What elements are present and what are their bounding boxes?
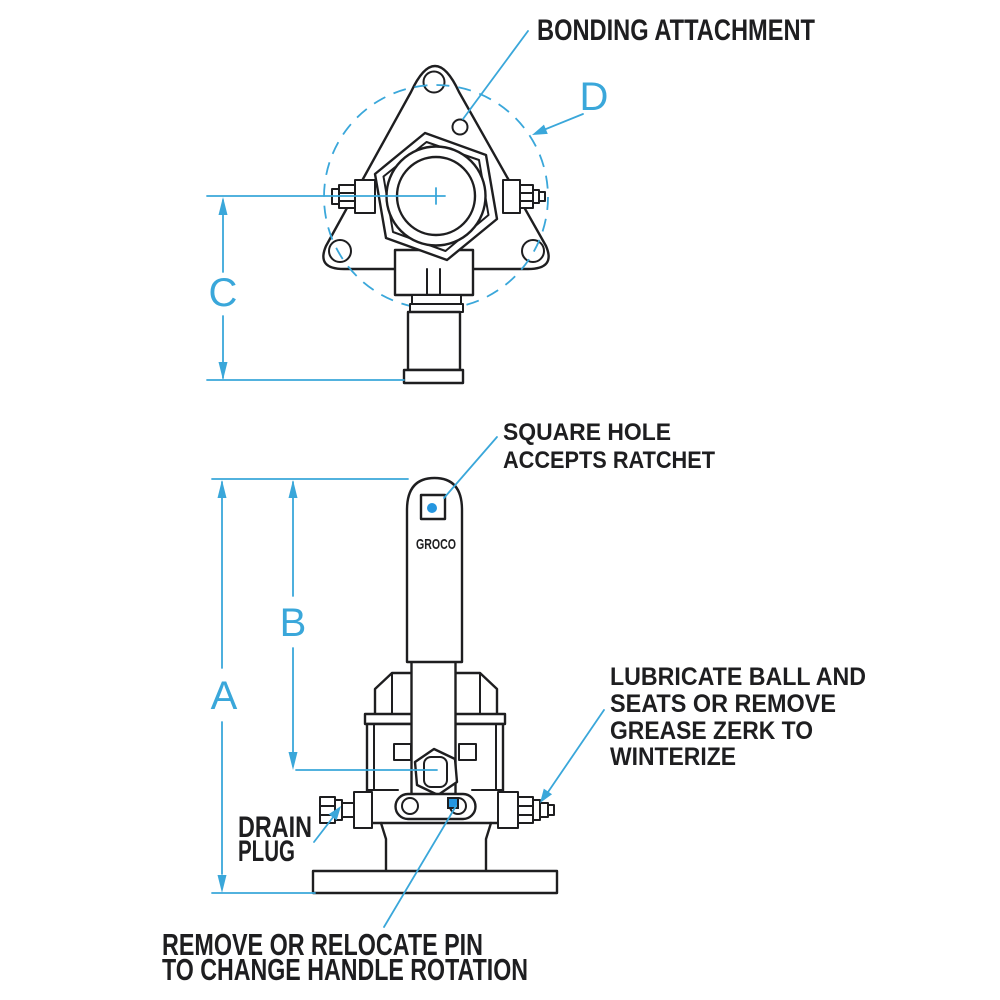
drain-label-line2: PLUG — [238, 835, 295, 868]
lubricate-label-line2: SEATS OR REMOVE — [610, 690, 836, 718]
drain-label-line1: DRAIN — [238, 811, 312, 844]
dim-d-label: D — [579, 75, 609, 119]
dim-c-arrow-down — [219, 362, 228, 380]
bolt-hole-top — [424, 72, 445, 93]
dim-c-label: C — [208, 271, 238, 315]
lubricate-label-line3: GREASE ZERK TO — [610, 717, 813, 745]
bonding-attachment-screw — [453, 120, 468, 135]
side-view-drawing — [313, 478, 557, 893]
bolt-hole-right — [522, 240, 544, 262]
pin-label-line1: REMOVE OR RELOCATE PIN — [162, 927, 483, 962]
pivot-opening — [424, 757, 447, 787]
pin-hole-left — [402, 798, 418, 814]
dim-c-arrow-up — [219, 197, 228, 215]
dim-b-arrow-up — [289, 480, 298, 498]
bonding-label: BONDING ATTACHMENT — [537, 14, 815, 47]
dim-b-label: B — [279, 601, 307, 645]
handle-grip — [407, 478, 462, 662]
bonding-callout — [463, 14, 815, 119]
square-hole-label-line2: ACCEPTS RATCHET — [503, 447, 716, 474]
dim-a-arrow-up — [218, 480, 227, 498]
square-hole-marker-dot — [427, 503, 437, 513]
dim-b-arrow-down — [289, 752, 298, 770]
dimension-d — [530, 75, 608, 140]
pin-label-line2: TO CHANGE HANDLE ROTATION — [162, 952, 528, 987]
pin-slot — [396, 794, 476, 819]
base-flange — [313, 871, 557, 893]
pin-callout — [162, 806, 528, 987]
lubricate-label-line1: LUBRICATE BALL AND — [610, 663, 866, 691]
lubricate-callout — [536, 663, 866, 806]
dim-a-arrow-down — [218, 875, 227, 893]
handle-stop-tab-left — [394, 744, 411, 760]
dim-d-arrow — [530, 125, 548, 140]
dim-a-label: A — [210, 674, 238, 718]
square-hole-label-line1: SQUARE HOLE — [503, 419, 671, 446]
handle-stop-tab-right — [459, 744, 476, 760]
bolt-hole-left — [329, 240, 351, 262]
grease-zerk-fitting-top-view — [503, 180, 545, 213]
brand-logo: GROCO — [416, 536, 457, 553]
base-neck — [381, 823, 491, 871]
lubricate-label-line4: WINTERIZE — [610, 743, 736, 771]
thru-hull-spigot — [395, 250, 473, 383]
square-hole-callout — [444, 419, 715, 498]
top-view-drawing — [207, 66, 549, 383]
